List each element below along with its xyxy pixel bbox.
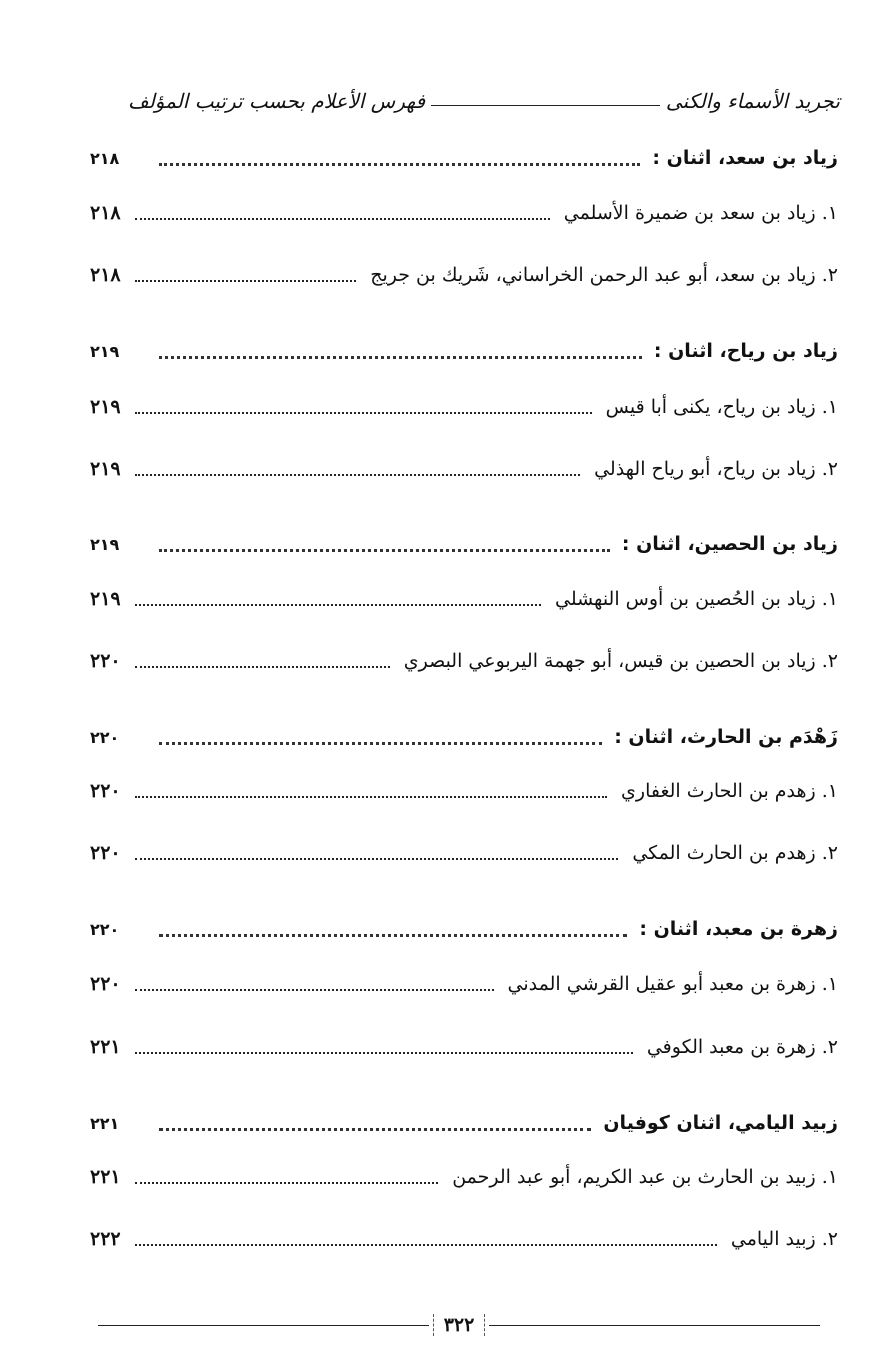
index-entry: [90, 967, 838, 1001]
entry-page-number: ٢٢٠: [90, 842, 121, 864]
group-heading: [90, 141, 838, 175]
book-title: تجريد الأسماء والكنى: [665, 89, 840, 113]
entry-page-number: ٢٢٠: [90, 780, 121, 802]
dot-leader: [159, 934, 627, 937]
index-entry: [90, 836, 838, 870]
dot-leader: [159, 1128, 591, 1131]
dot-leader: [159, 356, 642, 359]
group-heading: [90, 527, 838, 561]
index-entry: [90, 1222, 838, 1256]
dot-leader: [135, 989, 494, 991]
dot-leader: [135, 474, 580, 476]
group-heading: [90, 912, 838, 946]
group-page-number: ٢٢١: [90, 1113, 120, 1133]
footer-rule: [98, 1325, 429, 1326]
index-entry: [90, 644, 838, 678]
header-rule: [431, 105, 660, 106]
entry-name: ١. زهدم بن الحارث الغفاري: [621, 780, 838, 802]
entry-page-number: ٢١٩: [90, 588, 121, 610]
dot-leader: [135, 858, 619, 860]
entry-page-number: ٢٢٠: [90, 650, 121, 672]
group-page-number: ٢٢٠: [90, 919, 120, 939]
group-heading: [90, 1106, 838, 1140]
dot-leader: [135, 218, 550, 220]
running-header: [128, 84, 840, 112]
entry-page-number: ٢٢٢: [90, 1228, 121, 1250]
index-entry: [90, 390, 838, 424]
dot-leader: [135, 604, 541, 606]
group-page-number: ٢١٨: [90, 148, 120, 168]
dot-leader: [135, 796, 607, 798]
group-heading: [90, 334, 838, 368]
dot-leader: [135, 1182, 439, 1184]
dot-leader: [135, 666, 390, 668]
entry-name: ٢. زياد بن الحصين بن قيس، أبو جهمة اليربوعي البصري: [403, 650, 838, 672]
entry-name: ١. زياد بن رياح، يكنى أبا قيس: [605, 396, 838, 418]
section-title: فهرس الأعلام بحسب ترتيب المؤلف: [128, 89, 426, 113]
entry-page-number: ٢١٩: [90, 396, 121, 418]
dot-leader: [159, 549, 610, 552]
entry-page-number: ٢٢١: [90, 1036, 121, 1058]
index-entry: [90, 452, 838, 486]
page-number: ٣٢٢: [433, 1314, 486, 1336]
entry-name: ١. زهرة بن معبد أبو عقيل القرشي المدني: [507, 973, 838, 995]
entry-name: ٢. زياد بن رياح، أبو رياح الهذلي: [594, 458, 838, 480]
dot-leader: [135, 412, 592, 414]
entry-name: ١. زبيد بن الحارث بن عبد الكريم، أبو عبد الرحمن: [452, 1166, 838, 1188]
entry-name: ٢. زياد بن سعد، أبو عبد الرحمن الخراساني، شَريك بن جريج: [370, 264, 838, 286]
dot-leader: [135, 1244, 717, 1246]
entry-page-number: ٢١٩: [90, 458, 121, 480]
dot-leader: [159, 742, 602, 745]
group-heading: [90, 720, 838, 754]
entry-name: ١. زياد بن سعد بن ضميرة الأسلمي: [563, 202, 838, 224]
entry-page-number: ٢١٨: [90, 202, 121, 224]
group-title: زياد بن سعد، اثنان :: [652, 147, 838, 169]
group-title: زَهْدَم بن الحارث، اثنان :: [614, 726, 838, 748]
index-entry: [90, 196, 838, 230]
group-title: زهرة بن معبد، اثنان :: [639, 918, 838, 940]
entry-page-number: ٢١٨: [90, 264, 121, 286]
group-title: زياد بن رياح، اثنان :: [653, 340, 838, 362]
group-page-number: ٢٢٠: [90, 727, 120, 747]
entry-name: ٢. زبيد اليامي: [730, 1228, 838, 1250]
index-entry: [90, 1030, 838, 1064]
group-title: زياد بن الحصين، اثنان :: [621, 533, 838, 555]
dot-leader: [159, 163, 640, 166]
entry-name: ٢. زهرة بن معبد الكوفي: [646, 1036, 838, 1058]
dot-leader: [135, 280, 357, 282]
footer-rule: [489, 1325, 820, 1326]
index-entry: [90, 774, 838, 808]
dot-leader: [135, 1052, 633, 1054]
entry-name: ١. زياد بن الحُصين بن أوس النهشلي: [554, 588, 838, 610]
entry-page-number: ٢٢١: [90, 1166, 121, 1188]
page-footer: [98, 1310, 820, 1340]
group-page-number: ٢١٩: [90, 341, 120, 361]
entry-name: ٢. زهدم بن الحارث المكي: [632, 842, 838, 864]
entry-page-number: ٢٢٠: [90, 973, 121, 995]
index-entry: [90, 258, 838, 292]
index-entry: [90, 1160, 838, 1194]
index-entry: [90, 582, 838, 616]
group-title: زبيد اليامي، اثنان كوفيان: [603, 1112, 838, 1134]
group-page-number: ٢١٩: [90, 534, 120, 554]
